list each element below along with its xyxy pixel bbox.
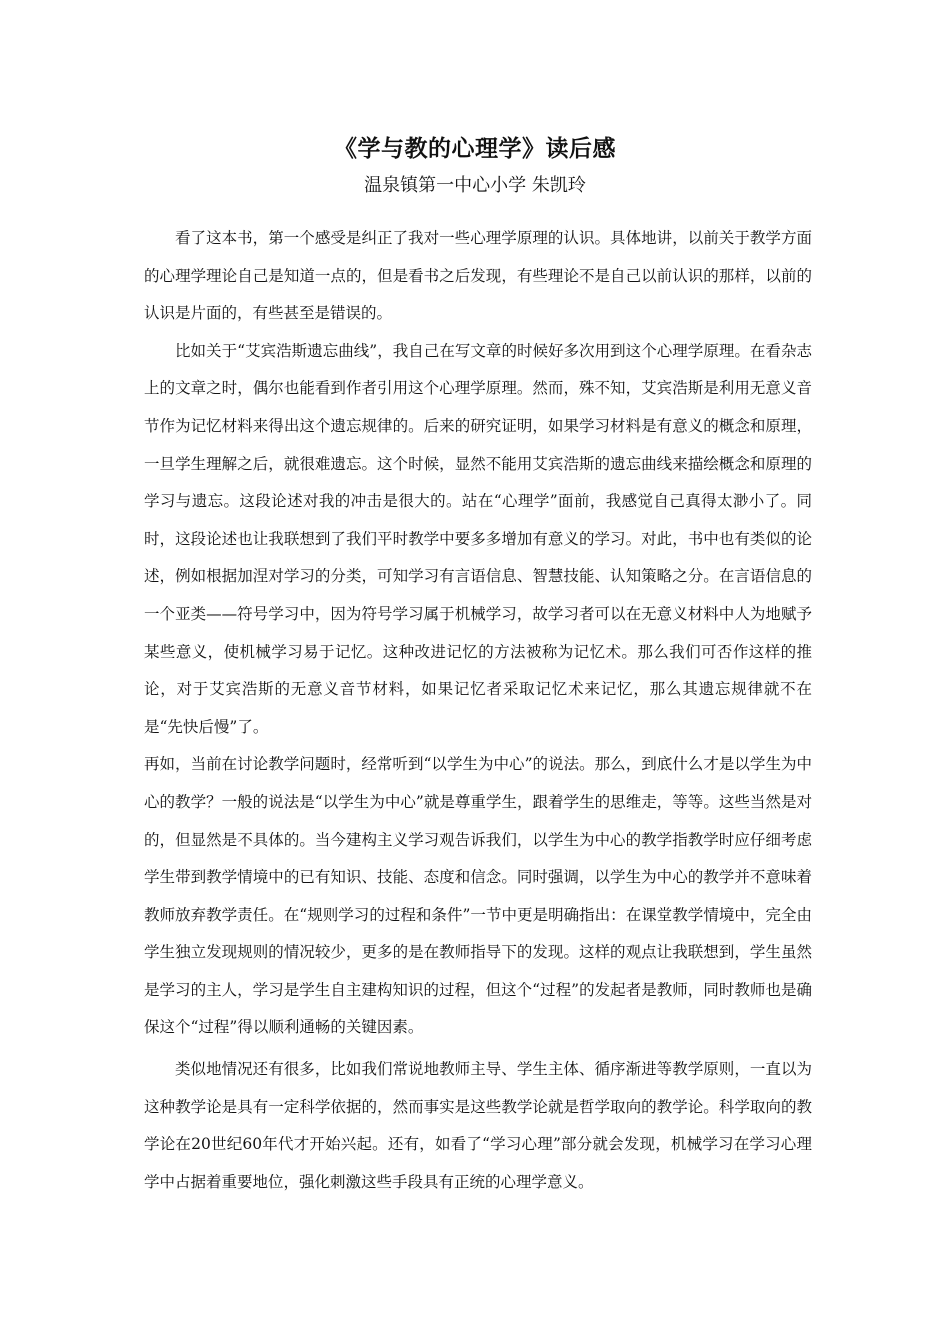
paragraph-3: 再如，当前在讨论教学问题时，经常听到“以学生为中心”的说法。那么，到底什么才是以学生为中心的教学？一般的说法是“以学生为中心”就是尊重学生，跟着学生的思维走，等等。这些当然是对的，但显然是不具体的。当今建构主义学习观告诉我们，以学生为中心的教学指教学时应仔细考虑学生带到教学情境中的已有知识、技能、态度和信念。同时强调，以学生为中心的教学并不意味着教师放弃教学责任。在“规则学习的过程和条件”一节中更是明确指出：在课堂教学情境中，完全由学生独立发现规则的情况较少，更多的是在教师指导下的发现。这样的观点让我联想到，学生虽然是学习的主人，学习是学生自主建构知识的过程，但这个“过程”的发起者是教师，同时教师也是确保这个“过程”得以顺利通畅的关键因素。: [144, 755, 812, 1037]
paragraph-1: 看了这本书，第一个感受是纠正了我对一些心理学原理的认识。具体地讲，以前关于教学方面的心理学理论自己是知道一点的，但是看书之后发现，有些理论不是自己以前认识的那样，以前的认识是片面的，有些甚至是错误的。: [144, 229, 812, 323]
paragraph-2: 比如关于“艾宾浩斯遗忘曲线”，我自己在写文章的时候好多次用到这个心理学原理。在看杂志上的文章之时，偶尔也能看到作者引用这个心理学原理。然而，殊不知，艾宾浩斯是利用无意义音节作为记忆材料来得出这个遗忘规律的。后来的研究证明，如果学习材料是有意义的概念和原理，一旦学生理解之后，就很难遗忘。这个时候，显然不能用艾宾浩斯的遗忘曲线来描绘概念和原理的学习与遗忘。这段论述对我的冲击是很大的。站在“心理学”面前，我感觉自己真得太渺小了。同时，这段论述也让我联想到了我们平时教学中要多多增加有意义的学习。对此，书中也有类似的论述，例如根据加涅对学习的分类，可知学习有言语信息、智慧技能、认知策略之分。在言语信息的一个亚类——符号学习中，因为符号学习属于机械学习，故学习者可以在无意义材料中人为地赋予某些意义，使机械学习易于记忆。这种改进记忆的方法被称为记忆术。那么我们可否作这样的推论，对于艾宾浩斯的无意义音节材料，如果记忆者采取记忆术来记忆，那么其遗忘规律就不在是“先快后慢”了。: [144, 341, 812, 736]
document-body: [144, 220, 812, 1201]
document-author: 温泉镇第一中心小学 朱凯玲: [364, 175, 586, 196]
paragraph-4: 类似地情况还有很多，比如我们常说地教师主导、学生主体、循序渐进等教学原则，一直以为这种教学论是具有一定科学依据的，然而事实是这些教学论就是哲学取向的教学论。科学取向的教学论在20世纪60年代才开始兴起。还有，如看了“学习心理”部分就会发现，机械学习在学习心理学中占据着重要地位，强化刺激这些手段具有正统的心理学意义。: [144, 1060, 812, 1191]
document-title: 《学与教的心理学》读后感: [334, 135, 616, 162]
